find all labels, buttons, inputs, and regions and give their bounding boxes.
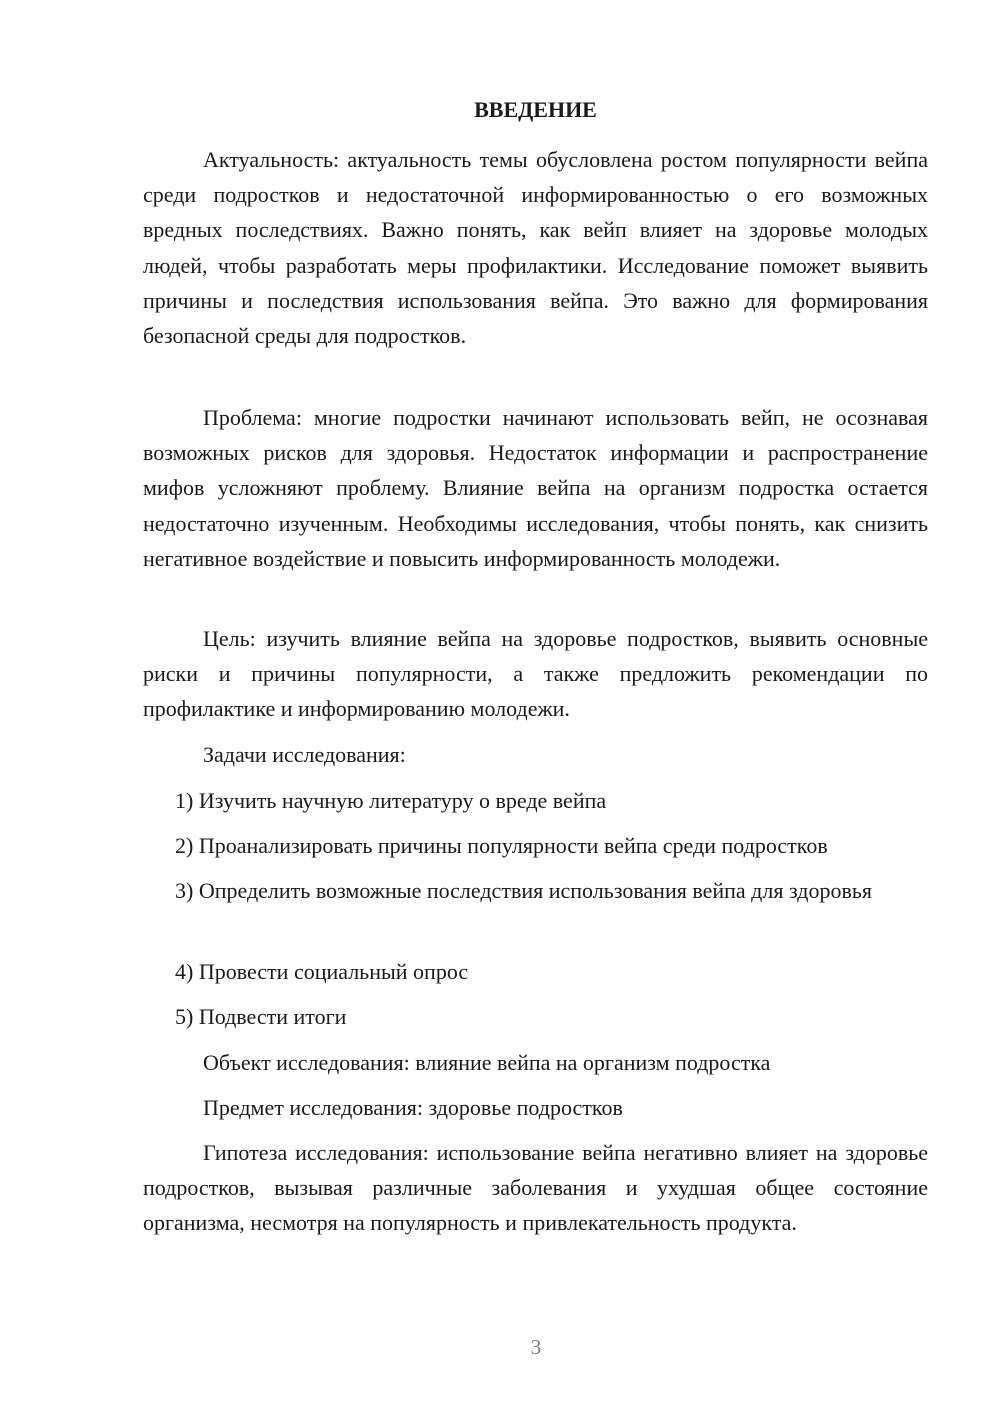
task-item-3: 3) Определить возможные последствия использования вейпа для здоровья (175, 878, 872, 903)
relevance-paragraph: Актуальность: актуальность темы обусловлена ростом популярности вейпа среди подростков и недостаточной информированностью о его возможных вредных последствиях. Важно понять, как вейп влияет на здоровье молодых людей, чтобы разработать меры профилактики. Исследование поможет выявить причины и последствия использования вейпа. Это важно для формирования безопасной среды для подростков. (143, 147, 928, 349)
research-object: Объект исследования: влияние вейпа на организм подростка (203, 1050, 771, 1075)
task-item-1: 1) Изучить научную литературу о вреде вейпа (175, 788, 607, 813)
research-subject: Предмет исследования: здоровье подростков (203, 1095, 623, 1120)
tasks-heading: Задачи исследования: (203, 742, 406, 767)
task-item-5: 5) Подвести итоги (175, 1004, 347, 1029)
hypothesis-paragraph: Гипотеза исследования: использование вейпа негативно влияет на здоровье подростков, вызывая различные заболевания и ухудшая общее состояние организма, несмотря на популярность и привлекательность продукта. (143, 1140, 928, 1236)
task-item-2: 2) Проанализировать причины популярности вейпа среди подростков (175, 833, 828, 858)
problem-paragraph: Проблема: многие подростки начинают использовать вейп, не осознавая возможных рисков для здоровья. Недостаток информации и распространение мифов усложняют проблему. Влияние вейпа на организм подростка остается недостаточно изученным. Необходимы исследования, чтобы понять, как снизить негативное воздействие и повысить информированность молодежи. (143, 405, 928, 571)
page-title: ВВЕДЕНИЕ (474, 97, 597, 122)
task-item-4: 4) Провести социальный опрос (175, 959, 469, 984)
goal-paragraph: Цель: изучить влияние вейпа на здоровье подростков, выявить основные риски и причины популярности, а также предложить рекомендации по профилактике и информированию молодежи. (143, 626, 928, 722)
page-number: 3 (530, 1335, 542, 1359)
